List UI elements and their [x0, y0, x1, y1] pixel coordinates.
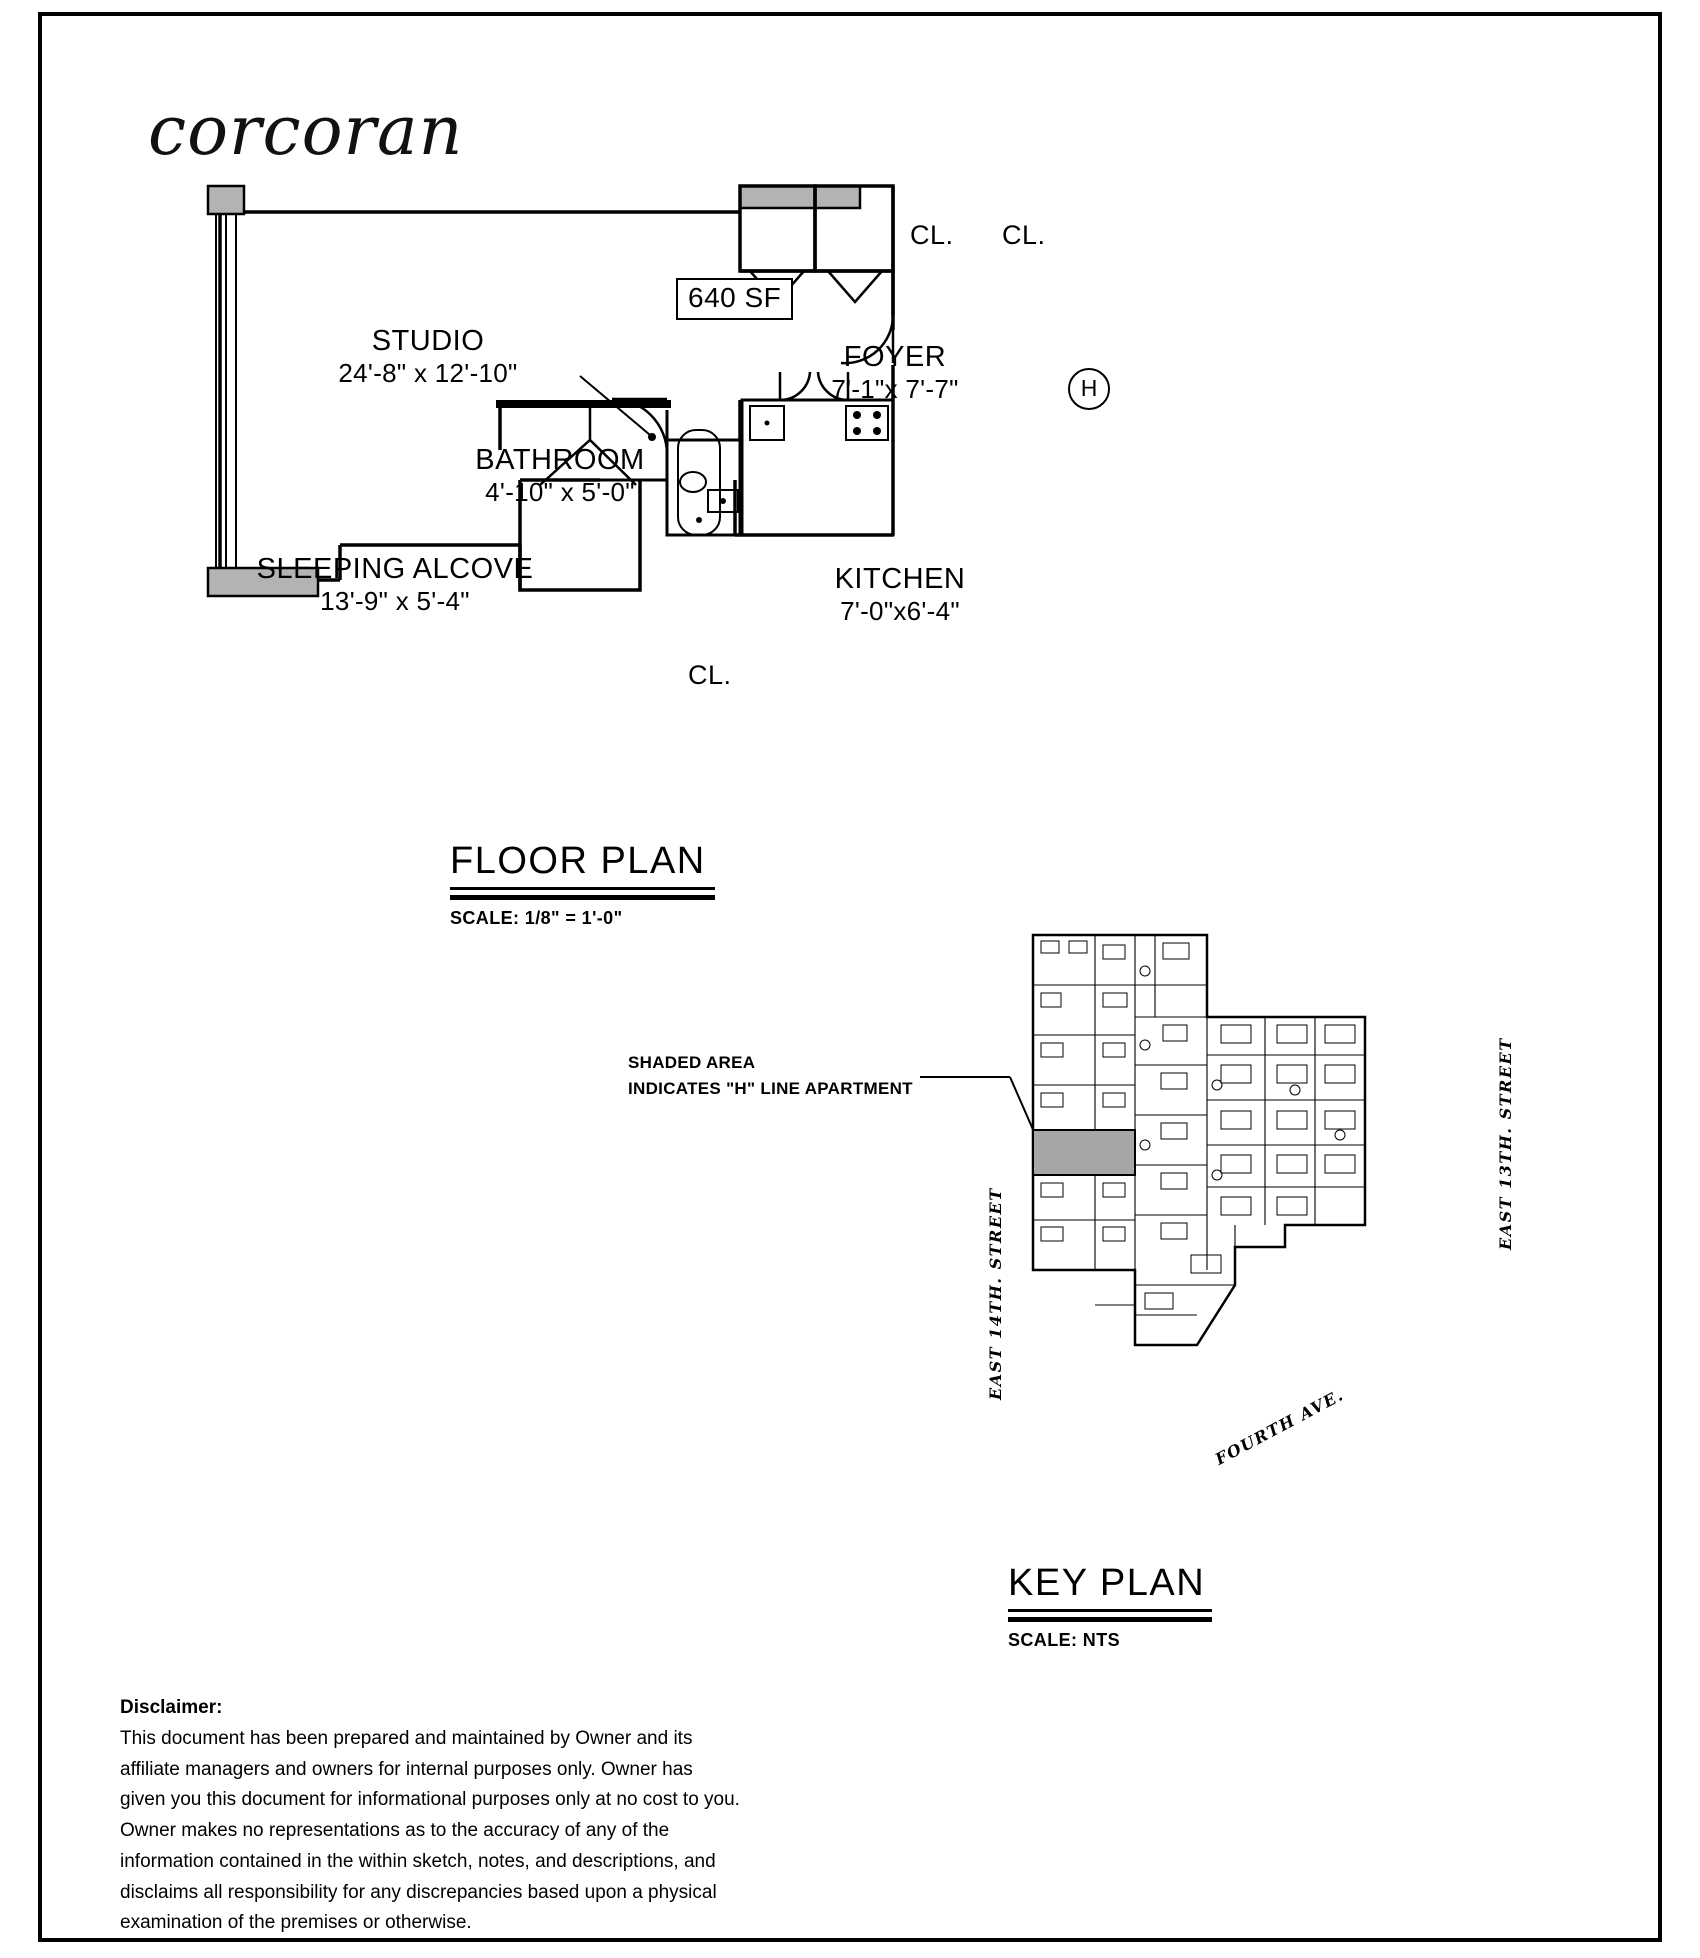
- disclaimer-line-3: given you this document for informational purposes only at no cost to you.: [120, 1789, 740, 1811]
- room-name-foyer: FOYER: [843, 341, 947, 373]
- room-dims-kitchen: 7'-0"x6'-4": [840, 596, 960, 627]
- street-label-east-13th: EAST 13TH. STREET: [1496, 1037, 1515, 1250]
- disclaimer-line-4: Owner makes no representations as to the accuracy of any of the: [120, 1820, 670, 1842]
- room-label-kitchen: [790, 562, 1010, 627]
- title-rule-thick: [450, 895, 715, 900]
- room-dims-sleeping-alcove: 13'-9" x 5'-4": [320, 586, 470, 617]
- key-plan-title-block: [1008, 1562, 1212, 1651]
- disclaimer-line-6: disclaims all responsibility for any discrepancies based upon a physical: [120, 1881, 717, 1903]
- floor-plan-title-block: [450, 840, 715, 929]
- street-label-east-14th: EAST 14TH. STREET: [986, 1187, 1005, 1400]
- closet-label-3: CL.: [688, 660, 732, 690]
- h-line-marker: H: [1068, 368, 1110, 410]
- room-label-bathroom: [410, 443, 710, 508]
- disclaimer-line-7: examination of the premises or otherwise.: [120, 1912, 472, 1934]
- title-rule-thin: [450, 887, 715, 890]
- room-label-sleeping-alcove: [235, 552, 555, 617]
- disclaimer-line-2: affiliate managers and owners for internal purposes only. Owner has: [120, 1758, 693, 1780]
- key-plan-title: KEY PLAN: [1008, 1562, 1206, 1604]
- disclaimer-line-5: information contained in the within sketch, notes, and descriptions, and: [120, 1850, 716, 1872]
- area-badge: 640 SF: [676, 278, 793, 320]
- shaded-area-note-line2: INDICATES "H" LINE APARTMENT: [628, 1079, 913, 1099]
- room-name-kitchen: KITCHEN: [834, 563, 966, 595]
- room-dims-foyer: 7'-1"x 7'-7": [831, 374, 959, 405]
- room-dims-bathroom: 4'-10" x 5'-0": [485, 477, 635, 508]
- floor-plan-scale: SCALE: 1/8" = 1'-0": [450, 908, 623, 928]
- room-dims-studio: 24'-8" x 12'-10": [338, 358, 518, 389]
- disclaimer-title: Disclaimer:: [120, 1697, 223, 1718]
- floor-plan-title: FLOOR PLAN: [450, 840, 706, 882]
- disclaimer: [120, 1693, 740, 1939]
- closet-label-1: CL.: [910, 220, 954, 250]
- room-name-sleeping-alcove: SLEEPING ALCOVE: [256, 553, 534, 585]
- street-label-fourth-ave: FOURTH AVE.: [1212, 1384, 1348, 1469]
- room-name-studio: STUDIO: [371, 325, 485, 357]
- shaded-area-note: [628, 1050, 913, 1103]
- shaded-area-note-line1: SHADED AREA: [628, 1053, 756, 1072]
- key-plan-scale: SCALE: NTS: [1008, 1630, 1120, 1650]
- key-title-rule-thick: [1008, 1617, 1212, 1622]
- shaded-h-line-apartment: [1033, 1130, 1135, 1175]
- closet-label-2: CL.: [1002, 220, 1046, 250]
- corcoran-logo: corcoran: [148, 92, 464, 171]
- disclaimer-line-1: This document has been prepared and maintained by Owner and its: [120, 1727, 693, 1749]
- room-label-foyer: [760, 340, 1030, 405]
- room-label-studio: [268, 324, 588, 389]
- room-name-bathroom: BATHROOM: [475, 444, 645, 476]
- key-plan-drawing: [985, 925, 1505, 1495]
- key-title-rule-thin: [1008, 1609, 1212, 1612]
